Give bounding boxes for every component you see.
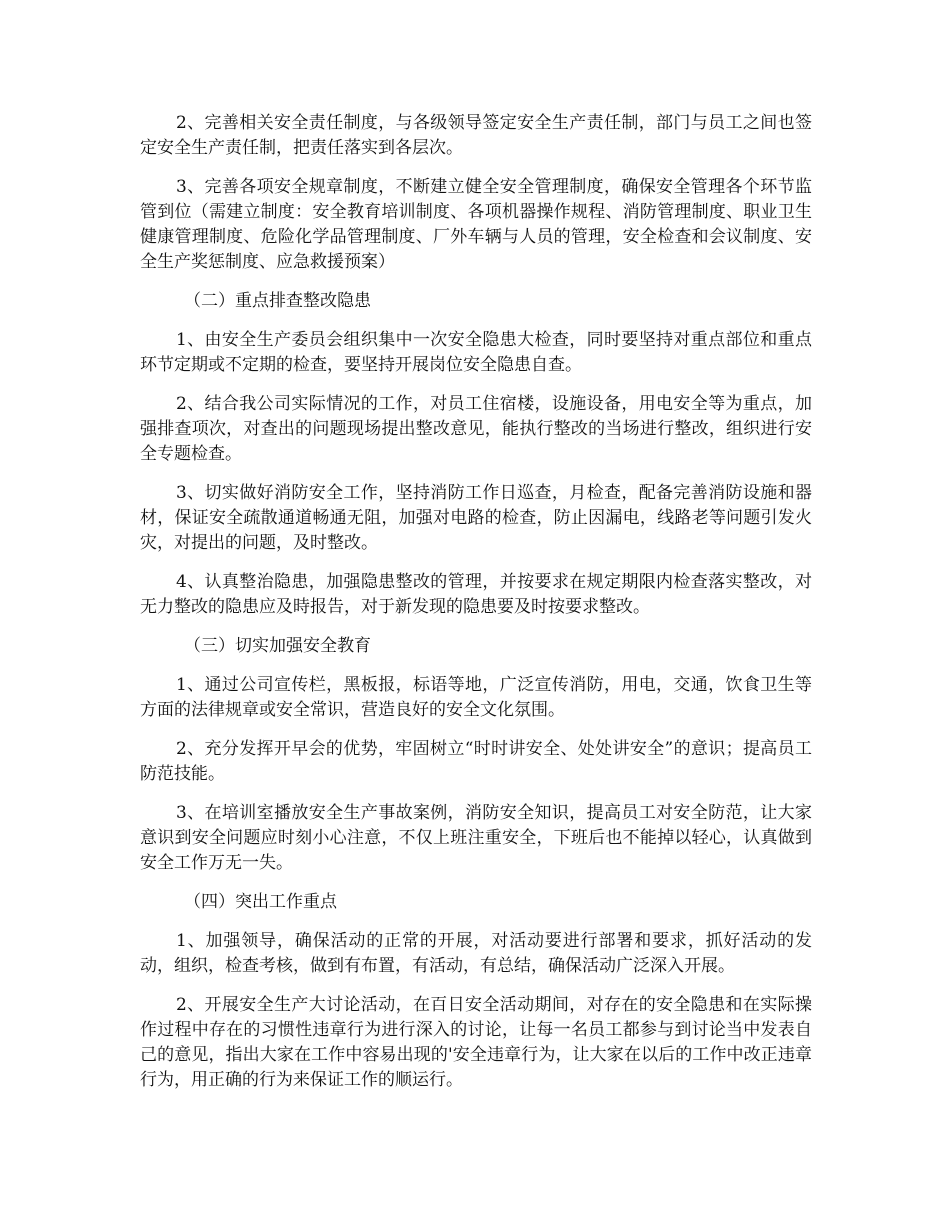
paragraph-safety-education-3: 3、在培训室播放安全生产事故案例，消防安全知识，提高员工对安全防范，让大家意识到安全问题应时刻小心注意，不仅上班注重安全，下班后也不能掉以轻心，认真做到安全工作万无一失。: [140, 803, 812, 873]
paragraph-safety-education-2: 2、充分发挥开早会的优势，牢固树立“时时讲安全、处处讲安全”的意识；提高员工防范技能。: [140, 739, 812, 784]
section-heading-safety-education: （三）切实加强安全教育: [184, 636, 371, 656]
paragraph-hazard-inspection-2: 2、结合我公司实际情况的工作，对员工住宿楼，设施设备，用电安全等为重点，加强排查项次，对查出的问题现场提出整改意见，能执行整改的当场进行整改，组织进行安全专题检查。: [140, 394, 812, 464]
section-heading-hazard-inspection: （二）重点排查整改隐患: [184, 291, 371, 311]
paragraph-safety-education-1: 1、通过公司宣传栏，黑板报，标语等地，广泛宣传消防，用电，交通，饮食卫生等方面的法律规章或安全常识，营造良好的安全文化氛围。: [140, 675, 812, 720]
paragraph-hazard-inspection-1: 1、由安全生产委员会组织集中一次安全隐患大检查，同时要坚持对重点部位和重点环节定期或不定期的检查，要坚持开展岗位安全隐患自查。: [140, 330, 812, 375]
paragraph-hazard-inspection-3: 3、切实做好消防安全工作，坚持消防工作日巡查，月检查，配备完善消防设施和器材，保证安全疏散通道畅通无阻，加强对电路的检查，防止因漏电，线路老等问题引发火灾，对提出的问题，及时整改。: [140, 483, 812, 553]
paragraph-hazard-inspection-4: 4、认真整治隐患，加强隐患整改的管理，并按要求在规定期限内检查落实整改，对无力整改的隐患应及時报告，对于新发现的隐患要及时按要求整改。: [140, 572, 812, 617]
section-heading-work-focus: （四）突出工作重点: [184, 892, 337, 912]
document-body: [140, 111, 812, 1107]
paragraph-work-focus-2: 2、开展安全生产大讨论活动，在百日安全活动期间，对存在的安全隐患和在实际操作过程中存在的习惯性违章行为进行深入的讨论，让每一名员工都参与到讨论当中发表自己的意见，指出大家在工作中容易出现的'安全违章行为，让大家在以后的工作中改正违章行为，用正确的行为来保证工作的顺运行。: [140, 995, 812, 1090]
paragraph-safety-regulations: 3、完善各项安全规章制度，不断建立健全安全管理制度，确保安全管理各个环节监管到位（需建立制度：安全教育培训制度、各项机器操作规程、消防管理制度、职业卫生健康管理制度、危险化学品管理制度、厂外车辆与人员的管理，安全检查和会议制度、安全生产奖惩制度、应急救援预案）: [140, 177, 812, 272]
paragraph-work-focus-1: 1、加强领导，确保活动的正常的开展，对活动要进行部署和要求，抓好活动的发动，组织，检查考核，做到有布置，有活动，有总结，确保活动广泛深入开展。: [140, 931, 812, 976]
paragraph-responsibility-system: 2、完善相关安全责任制度，与各级领导签定安全生产责任制，部门与员工之间也签定安全生产责任制，把责任落实到各层次。: [140, 113, 812, 158]
